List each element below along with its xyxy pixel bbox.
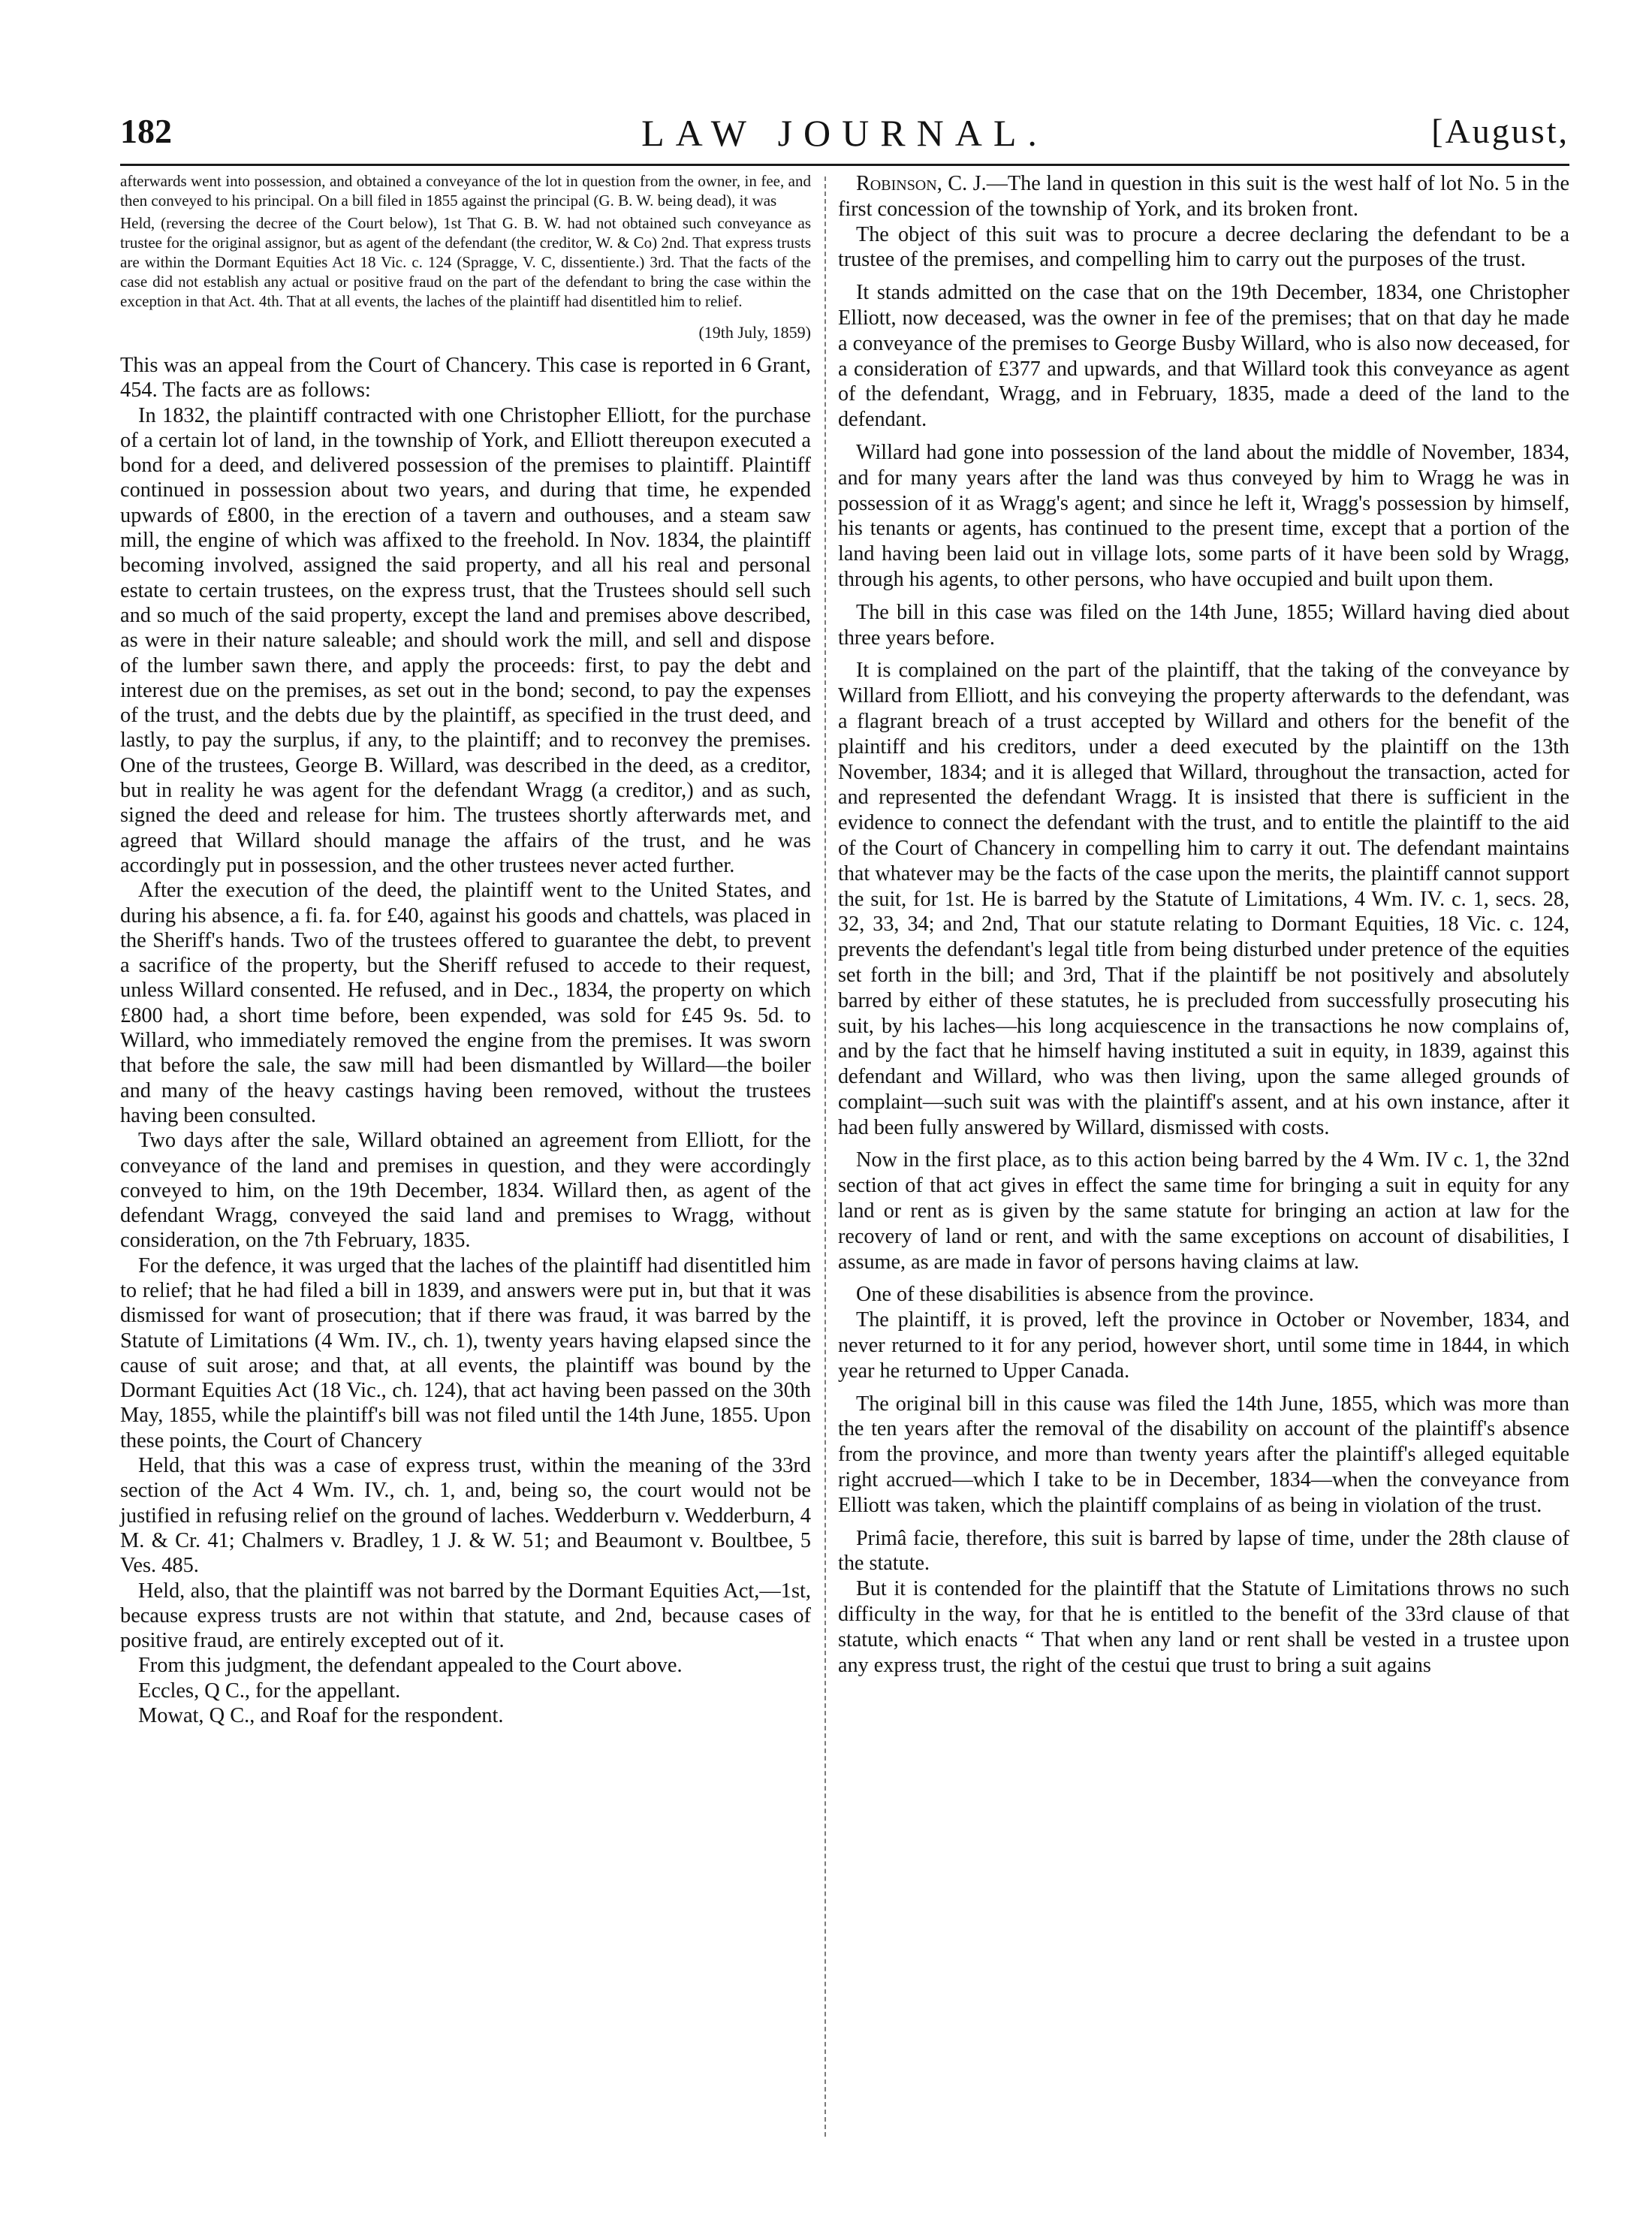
header-rule xyxy=(120,164,1569,166)
paragraph: Two days after the sale, Willard obtained an agreement from Elliott, for the conveyance of the land and premises in question, and they were accordingly conveyed to him, on the 19th December, 1834. Willard then, as agent of the defendant Wragg, conveyed the said land and premises to Wragg, without consideration, on the 7th February, 1835. xyxy=(120,1129,811,1253)
journal-title: LAW JOURNAL. xyxy=(641,112,1048,154)
paragraph: From this judgment, the defendant appealed to the Court above. xyxy=(138,1654,683,1678)
right-column xyxy=(838,171,1569,1678)
paragraph: In 1832, the plaintiff contracted with one Christopher Elliott, for the purchase of a certain lot of land, in the township of York, and Elliott thereupon executed a bond for a deed, and delivered possession of the premises to plaintiff. Plaintiff continued in possession about two years, and during that time, he expended upwards of £800, in the erection of a tavern and outhouses, and a steam saw mill, the engine of which was affixed to the freehold. In Nov. 1834, the plaintiff becoming involved, assigned the said property, and all his real and personal estate to certain trustees, on the express trust, that the Trustees should sell such and so much of the said property, except the land and premises above described, as were in their nature saleable; and should work the mill, and sell and dispose of the lumber sawn there, and apply the proceeds: first, to pay the debt and interest due on the premises, as set out in the bond; second, to pay the expenses of the trust, and the debts due by the plaintiff, as specified in the trust deed, and lastly, to pay the surplus, if any, to the plaintiff; and to reconvey the premises. One of the trustees, George B. Willard, was described in the deed, as a creditor, but in reality he was agent for the defendant Wragg (a creditor,) and as such, signed the deed and release for him. The trustees shortly afterwards met, and agreed that Willard should manage the affairs of the trust, and he was accordingly put in possession, and the other trustees never acted further. xyxy=(120,403,811,877)
paragraph: The plaintiff, it is proved, left the province in October or November, 1834, and never returned to it for any period, however short, until some time in 1844, in which year he returned to Upper Canada. xyxy=(838,1308,1569,1383)
left-column xyxy=(120,171,811,1728)
headnote xyxy=(120,171,811,311)
counsel-line: Eccles, Q C., for the appellant. xyxy=(138,1679,401,1703)
headnote-paragraph: afterwards went into possession, and obtained a conveyance of the lot in question from the owner, in fee, and then conveyed to his principal. On a bill filed in 1855 against the principal (G. B. W. being dead), it was xyxy=(120,172,811,210)
issue-month: [August, xyxy=(1431,112,1569,150)
page-number: 182 xyxy=(120,112,172,150)
paragraph: It stands admitted on the case that on the 19th December, 1834, one Christopher Elliott, now deceased, was the owner in fee of the premises; that on that day he made a conveyance of the premises to George Busby Willard, who is also now deceased, for a consideration of £377 and upwards, and that Willard took this conveyance as agent of the defendant, Wragg, and in February, 1835, made a deed of the land to the defendant. xyxy=(838,281,1569,432)
judgment xyxy=(838,171,1569,1678)
paragraph-text: The land in question in this suit is the west half of lot No. 5 in the first concession of the township of York, and its broken front. xyxy=(838,172,1569,221)
paragraph: One of these disabilities is absence from the province. xyxy=(856,1283,1314,1307)
paragraph: Held, also, that the plaintiff was not barred by the Dormant Equities Act,—1st, because express trusts are not within that statute, and 2nd, because cases of positive fraud, are entirely excepted out of it. xyxy=(120,1579,811,1653)
column-divider xyxy=(824,176,826,2137)
paragraph: But it is contended for the plaintiff that the Statute of Limitations throws no such difficulty in the way, for that he is entitled to the benefit of the 33rd clause of that statute, which enacts “ That when any land or rent shall be vested in a trustee upon any express trust, the right of the cestui que trust to bring a suit agains xyxy=(838,1577,1569,1677)
running-head xyxy=(120,111,1569,156)
case-statement xyxy=(120,353,811,1728)
paragraph: The object of this suit was to procure a decree declaring the defendant to be a trustee of the premises, and compelling him to carry out the purposes of the trust. xyxy=(838,222,1569,272)
paragraph: For the defence, it was urged that the laches of the plaintiff had disentitled him to relief; that he had filed a bill in 1839, and answers were put in, but that it was dismissed for want of prosecution; that if there was fraud, it was barred by the Statute of Limitations (4 Wm. IV., ch. 1), twenty years having elapsed since the cause of suit arose; and that, at all events, the plaintiff was bound by the Dormant Equities Act (18 Vic., ch. 124), that act having been passed on the 30th May, 1855, while the plaintiff's bill was not filed until the 14th June, 1855. Upon these points, the Court of Chancery xyxy=(120,1253,811,1452)
paragraph: Held, that this was a case of express trust, within the meaning of the 33rd section of the Act 4 Wm. IV., ch. 1, and, being so, the court would not be justified in refusing relief on the ground of laches. Wedderburn v. Wedderburn, 4 M. & Cr. 41; Chalmers v. Bradley, 1 J. & W. 51; and Beaumont v. Boultbee, 5 Ves. 485. xyxy=(120,1454,811,1578)
paragraph: Willard had gone into possession of the land about the middle of November, 1834, and for many years after the land was thus conveyed by him to Wragg he was in possession of it as Wragg's agent; and since he left it, Wragg's possession by himself, his tenants or agents, has continued to the present time, except that a portion of the land having been laid out in village lots, some parts of it have been sold by Wragg, through his agents, to other persons, who have occupied and built upon them. xyxy=(838,440,1569,591)
paragraph: After the execution of the deed, the plaintiff went to the United States, and during his absence, a fi. fa. for £40, against his goods and chattels, was placed in the Sheriff's hands. Two of the trustees offered to guarantee the debt, to prevent a sacrifice of the property, but the Sheriff refused to accede to their request, unless Willard consented. He refused, and in Dec., 1834, the property on which £800 had, a short time before, been expended, was sold for £45 9s. 5d. to Willard, who immediately removed the engine from the premises. It was sworn that before the sale, the saw mill had been dismantled by Willard—the boiler and many of the heavy castings having been removed, without the trustees having been consulted. xyxy=(120,879,811,1127)
headnote-paragraph: Held, (reversing the decree of the Court below), 1st That G. B. W. had not obtained such conveyance as trustee for the original assignor, but as agent of the defendant (the creditor, W. & Co) 2nd. That express trusts are within the Dormant Equities Act 18 Vic. c. 124 (Spragge, V. C, dissentiente.) 3rd. That the facts of the case did not establish any actual or positive fraud on the part of the defendant to bring the case within the exception in that Act. 4th. That at all events, the laches of the plaintiff had disentitled him to relief. xyxy=(120,214,811,310)
judge-name: Robinson, C. J.— xyxy=(856,172,1008,195)
paragraph: Primâ facie, therefore, this suit is barred by lapse of time, under the 28th clause of the statute. xyxy=(838,1526,1569,1576)
paragraph: The original bill in this cause was filed the 14th June, 1855, which was more than the ten years after the removal of the disability on account of the plaintiff's absence from the province, and more than twenty years after the plaintiff's alleged equitable right accrued—which I take to be in December, 1834—when the conveyance from Elliott was taken, which the plaintiff complains of as being in violation of the trust. xyxy=(838,1392,1569,1517)
paragraph: This was an appeal from the Court of Chancery. This case is reported in 6 Grant, 454. The facts are as follows: xyxy=(120,354,811,403)
counsel-line: Mowat, Q C., and Roaf for the respondent. xyxy=(138,1704,504,1728)
paragraph: Now in the first place, as to this action being barred by the 4 Wm. IV c. 1, the 32nd section of that act gives in effect the same time for bringing a suit in equity for any land or rent as is given by the same statute for bringing an action at law for the recovery of land or rent, and with the same exceptions on account of disabilities, I assume, as are made in favor of persons having claims at law. xyxy=(838,1148,1569,1274)
paragraph xyxy=(838,171,1569,222)
decision-date: (19th July, 1859) xyxy=(698,323,811,342)
paragraph: It is complained on the part of the plaintiff, that the taking of the conveyance by Willard from Elliott, and his conveying the property afterwards to the defendant, was a flagrant breach of a trust accepted by Willard and others for the benefit of the plaintiff and his creditors, under a deed executed by the plaintiff on the 13th November, 1834; and it is alleged that Willard, throughout the transaction, acted for and represented the defendant Wragg. It is insisted that there is sufficient in the evidence to connect the defendant with the trust, and to entitle the plaintiff to the aid of the Court of Chancery in compelling him to carry it out. The defendant maintains that whatever may be the facts of the case upon the merits, the plaintiff cannot support the suit, for 1st. He is barred by the Statute of Limitations, 4 Wm. IV. c. 1, secs. 28, 32, 33, 34; and 2nd, That our statute relating to Dormant Equities, 18 Vic. c. 124, prevents the defendant's legal title from being disturbed under pretence of the equities set forth in the bill; and 3rd, That if the plaintiff be not positively and absolutely barred by either of these statutes, he is precluded from successfully prosecuting his suit, by his laches—his long acquiescence in the transactions he now complains of, and by the fact that he himself having instituted a suit in equity, in 1839, against this defendant and Willard, who was then living, upon the same alleged grounds of complaint—such suit was with the plaintiff's assent, and at his own instance, after it had been fully answered by Willard, dismissed with costs. xyxy=(838,659,1569,1139)
paragraph: The bill in this case was filed on the 14th June, 1855; Willard having died about three years before. xyxy=(838,600,1569,650)
